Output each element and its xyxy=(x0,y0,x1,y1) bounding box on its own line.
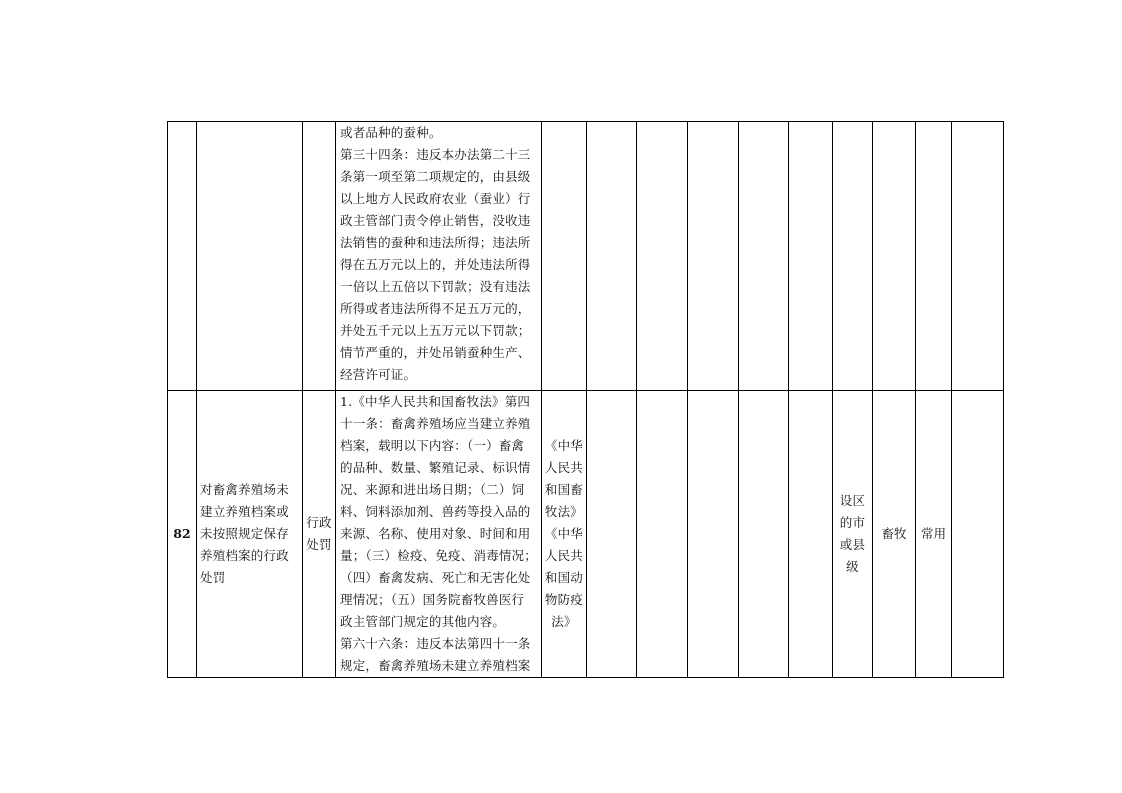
type-cell: 行政 处罚 xyxy=(303,391,336,678)
level-cell: 设区 的市 或县 级 xyxy=(832,391,872,678)
empty-cell xyxy=(788,122,832,391)
empty-cell xyxy=(738,122,788,391)
item-name-cell: 对畜禽养殖场未 建立养殖档案或 未按照规定保存 养殖档案的行政 处罚 xyxy=(197,391,303,678)
empty-cell xyxy=(687,122,738,391)
empty-cell xyxy=(636,391,687,678)
table-row xyxy=(168,122,1004,391)
empty-cell xyxy=(788,391,832,678)
number-cell xyxy=(168,122,197,391)
row-number: 82 xyxy=(168,391,197,678)
item-name-cell xyxy=(197,122,303,391)
remarks-cell xyxy=(951,122,1003,391)
empty-cell xyxy=(636,122,687,391)
empty-cell xyxy=(586,391,636,678)
power-list-table xyxy=(167,121,1004,678)
table-row xyxy=(168,391,1004,678)
department-cell: 畜牧 xyxy=(872,391,915,678)
remarks-cell xyxy=(951,391,1003,678)
level-cell xyxy=(832,122,872,391)
legal-basis-cell: 或者品种的蚕种。 第三十四条：违反本办法第二十三 条第一项至第二项规定的，由县级 以上地方人民政府农业（蚕业）行 政主管部门责令停止销售，没收违 法销售的蚕种和违法所得；违法所 得在五万元以上的，并处违法所得 一倍以上五倍以下罚款；没有违法 所得或者违法所得不足五万元的， 并处五千元以上五万元以下罚款； 情节严重的，并处吊销蚕种生产、 经营许可证。 xyxy=(336,122,542,391)
type-cell xyxy=(303,122,336,391)
legal-basis-cell: 1.《中华人民共和国畜牧法》第四 十一条：畜禽养殖场应当建立养殖 档案，载明以下内容：（一）畜禽 的品种、数量、繁殖记录、标识情 况、来源和进出场日期；（二）饲 料、饲料添加剂、兽药等投入品的 来源、名称、使用对象、时间和用 量；（三）检疫、免疫、消毒情况； （四）畜禽发病、死亡和无害化处 理情况；（五）国务院畜牧兽医行 政主管部门规定的其他内容。 第六十六条：违反本法第四十一条 规定，畜禽养殖场未建立养殖档案 xyxy=(336,391,542,678)
department-cell xyxy=(872,122,915,391)
law-cell xyxy=(541,122,586,391)
frequency-cell xyxy=(915,122,951,391)
frequency-cell: 常用 xyxy=(915,391,951,678)
law-cell: 《中华 人民共 和国畜 牧法》 《中华 人民共 和国动 物防疫 法》 xyxy=(541,391,586,678)
empty-cell xyxy=(687,391,738,678)
empty-cell xyxy=(586,122,636,391)
empty-cell xyxy=(738,391,788,678)
